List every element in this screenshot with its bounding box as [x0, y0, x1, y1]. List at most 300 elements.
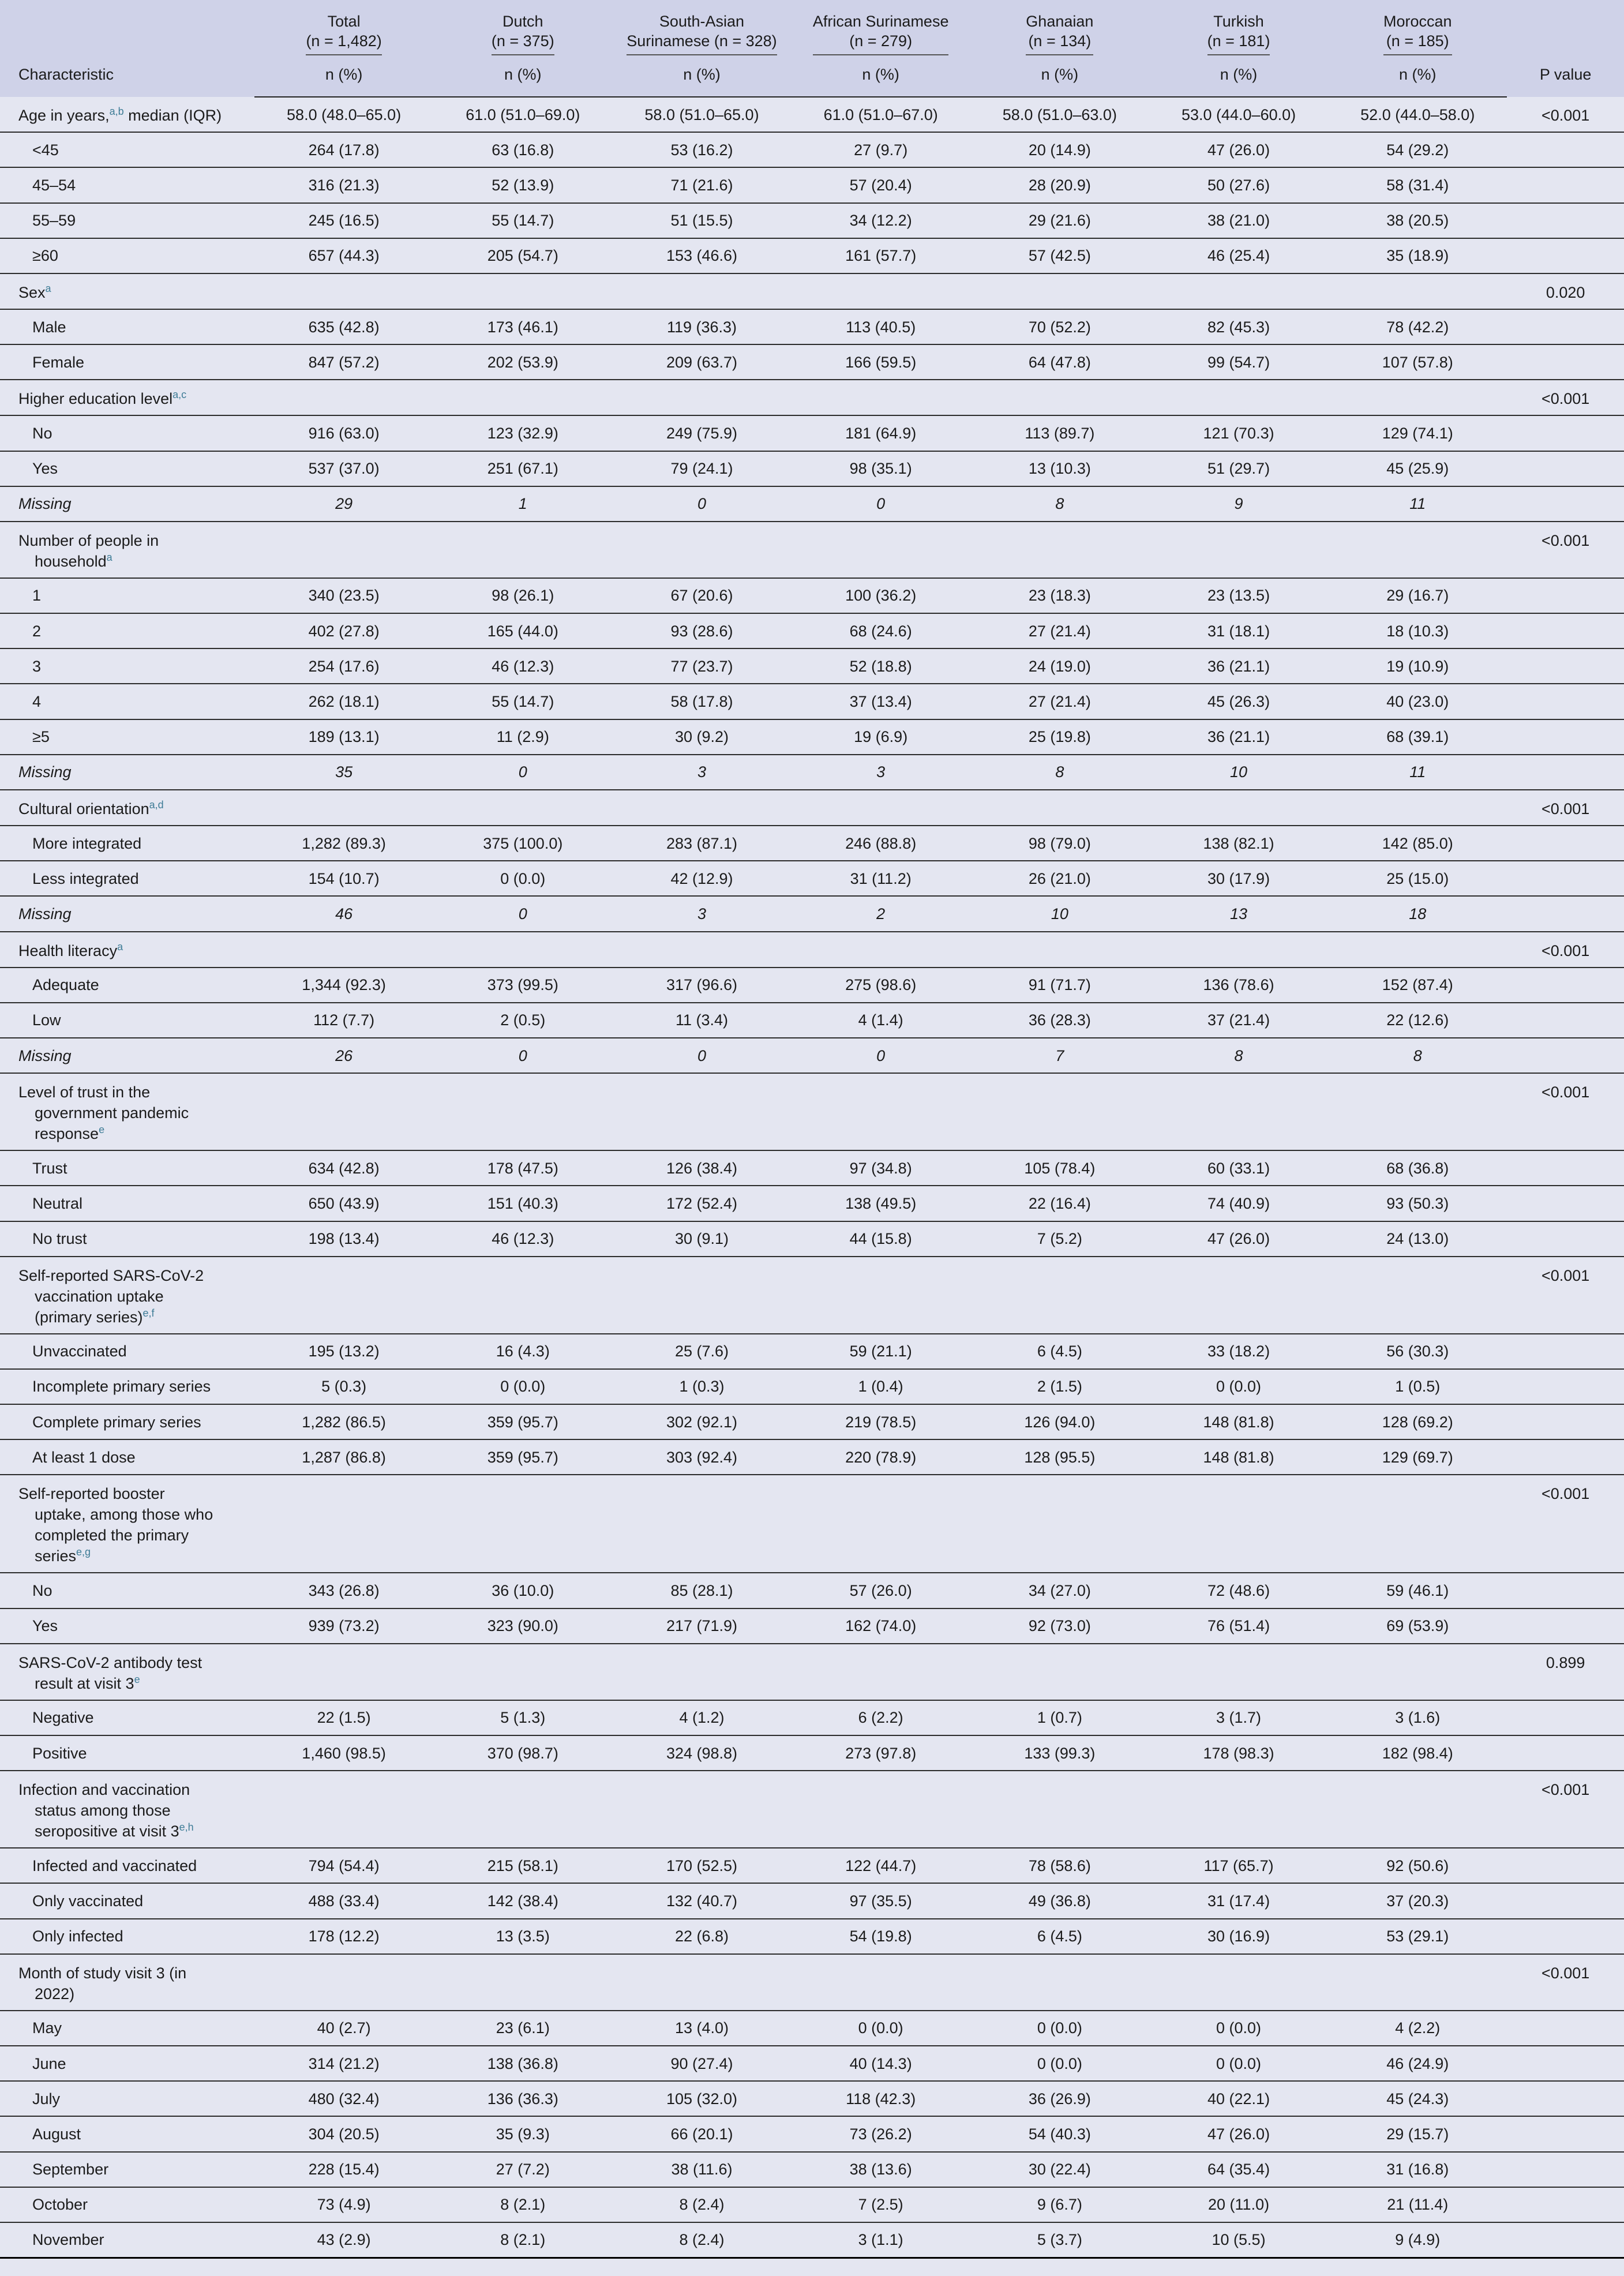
group-name: Turkish: [1213, 13, 1264, 30]
table-row: [0, 1439, 1624, 1475]
data-cell: 72 (48.6): [1149, 1573, 1328, 1608]
category-row: [0, 932, 1624, 968]
data-cell: 10: [1149, 755, 1328, 790]
data-cell: [970, 522, 1149, 578]
data-cell: 6 (4.5): [970, 1334, 1149, 1369]
table-row: [0, 2046, 1624, 2081]
n-pct-header: [792, 55, 970, 97]
data-cell: 52 (18.8): [792, 648, 970, 684]
data-cell: 23 (13.5): [1149, 578, 1328, 613]
p-value-cell: <0.001: [1507, 1257, 1624, 1334]
data-cell: 57 (42.5): [970, 238, 1149, 273]
n-pct-label: n (%): [1041, 66, 1079, 83]
row-label-text: Infection and vaccination: [18, 1781, 190, 1799]
p-value-cell: [1507, 1186, 1624, 1221]
data-cell: 220 (78.9): [792, 1439, 970, 1475]
row-label: [0, 2116, 254, 2151]
data-cell: 6 (2.2): [792, 1700, 970, 1735]
data-cell: 0 (0.0): [970, 2046, 1149, 2081]
data-cell: 370 (98.7): [433, 1735, 612, 1771]
data-cell: 24 (13.0): [1328, 1221, 1507, 1257]
data-cell: 302 (92.1): [612, 1404, 791, 1439]
data-cell: 11 (3.4): [612, 1003, 791, 1038]
n-pct-label: n (%): [862, 66, 899, 83]
data-cell: 27 (7.2): [433, 2152, 612, 2187]
data-cell: 181 (64.9): [792, 415, 970, 451]
p-value-cell: [1507, 486, 1624, 522]
group-name: South-Asian: [659, 13, 745, 30]
data-cell: [433, 1073, 612, 1150]
data-cell: [970, 1475, 1149, 1573]
data-cell: 4 (1.2): [612, 1700, 791, 1735]
data-cell: 10 (5.5): [1149, 2222, 1328, 2258]
data-cell: 34 (12.2): [792, 203, 970, 238]
row-label-continuation: seropositive at visit 3: [35, 1823, 179, 1840]
data-cell: 323 (90.0): [433, 1608, 612, 1644]
data-cell: 97 (34.8): [792, 1150, 970, 1186]
data-cell: 635 (42.8): [254, 309, 433, 344]
data-cell: 9 (6.7): [970, 2187, 1149, 2222]
data-cell: 25 (19.8): [970, 719, 1149, 755]
row-label-text: More integrated: [32, 834, 142, 852]
data-cell: [1328, 932, 1507, 968]
data-cell: 8 (2.4): [612, 2222, 791, 2258]
data-cell: 254 (17.6): [254, 648, 433, 684]
data-cell: 31 (16.8): [1328, 2152, 1507, 2187]
data-cell: 69 (53.9): [1328, 1608, 1507, 1644]
p-value-cell: <0.001: [1507, 522, 1624, 578]
data-cell: 8: [970, 755, 1149, 790]
data-cell: 36 (21.1): [1149, 719, 1328, 755]
data-cell: 3: [792, 755, 970, 790]
data-cell: 249 (75.9): [612, 415, 791, 451]
data-cell: 46 (25.4): [1149, 238, 1328, 273]
data-cell: [433, 932, 612, 968]
data-cell: 170 (52.5): [612, 1848, 791, 1883]
data-cell: 148 (81.8): [1149, 1404, 1328, 1439]
row-label: [0, 1475, 254, 1573]
data-cell: [433, 1257, 612, 1334]
row-label: [0, 1954, 254, 2011]
row-label: [0, 719, 254, 755]
row-label-text-after: median (IQR): [123, 107, 222, 124]
data-cell: 8 (2.4): [612, 2187, 791, 2222]
data-cell: [433, 273, 612, 309]
data-cell: 29: [254, 486, 433, 522]
data-cell: 43 (2.9): [254, 2222, 433, 2258]
data-cell: [612, 380, 791, 415]
row-label: [0, 415, 254, 451]
row-label-text: Less integrated: [32, 869, 139, 887]
row-label-text: Missing: [18, 1047, 72, 1064]
data-cell: 105 (78.4): [970, 1150, 1149, 1186]
row-label-line: [18, 1821, 250, 1842]
table-row: [0, 1150, 1624, 1186]
data-cell: 37 (21.4): [1149, 1003, 1328, 1038]
data-cell: 91 (71.7): [970, 968, 1149, 1003]
table-row: [0, 1038, 1624, 1073]
table-row: [0, 2152, 1624, 2187]
row-label-text: Missing: [18, 905, 72, 923]
data-cell: 36 (26.9): [970, 2081, 1149, 2116]
row-label-text: SARS-CoV-2 antibody test: [18, 1653, 202, 1671]
group-name: Moroccan: [1383, 13, 1452, 30]
data-cell: 142 (85.0): [1328, 826, 1507, 861]
group-header: [1328, 0, 1507, 55]
data-cell: 314 (21.2): [254, 2046, 433, 2081]
row-label-text: September: [32, 2161, 109, 2178]
p-value-cell: 0.020: [1507, 273, 1624, 309]
data-cell: 7: [970, 1038, 1149, 1073]
footnote-marker: e: [99, 1124, 105, 1136]
row-label: [0, 2187, 254, 2222]
data-cell: 68 (36.8): [1328, 1150, 1507, 1186]
data-cell: 13 (10.3): [970, 451, 1149, 486]
data-cell: 38 (21.0): [1149, 203, 1328, 238]
group-name: Total: [327, 13, 361, 30]
data-cell: [612, 1073, 791, 1150]
table-row: [0, 648, 1624, 684]
data-cell: 74 (40.9): [1149, 1186, 1328, 1221]
row-label-text: Trust: [32, 1159, 67, 1177]
n-pct-header: [254, 55, 433, 97]
p-value-cell: [1507, 1221, 1624, 1257]
group-name: Dutch: [502, 13, 543, 30]
data-cell: 6 (4.5): [970, 1919, 1149, 1954]
row-label-text: May: [32, 2019, 62, 2037]
data-cell: 63 (16.8): [433, 132, 612, 167]
data-cell: 0: [612, 486, 791, 522]
row-label: [0, 2046, 254, 2081]
data-cell: 142 (38.4): [433, 1883, 612, 1918]
data-cell: [970, 932, 1149, 968]
p-value-label: P value: [1539, 66, 1592, 83]
data-cell: 82 (45.3): [1149, 309, 1328, 344]
data-cell: [612, 1771, 791, 1848]
data-cell: 3 (1.1): [792, 2222, 970, 2258]
table-row: [0, 1221, 1624, 1257]
row-label-line: [18, 551, 250, 572]
data-cell: 7 (2.5): [792, 2187, 970, 2222]
data-cell: 85 (28.1): [612, 1573, 791, 1608]
row-label: [0, 968, 254, 1003]
characteristic-header: Characteristic: [18, 66, 114, 83]
data-cell: [254, 522, 433, 578]
row-label-text: Only vaccinated: [32, 1892, 144, 1910]
data-cell: 42 (12.9): [612, 861, 791, 896]
data-cell: [254, 1257, 433, 1334]
data-cell: [792, 1771, 970, 1848]
row-label-line: [18, 1546, 250, 1566]
data-cell: 98 (26.1): [433, 578, 612, 613]
data-cell: [970, 380, 1149, 415]
n-pct-label: n (%): [325, 66, 363, 83]
table-row: [0, 1003, 1624, 1038]
data-cell: 375 (100.0): [433, 826, 612, 861]
p-value-cell: [1507, 613, 1624, 648]
data-cell: 45 (24.3): [1328, 2081, 1507, 2116]
p-value-cell: <0.001: [1507, 1954, 1624, 2011]
data-cell: 317 (96.6): [612, 968, 791, 1003]
p-value-cell: <0.001: [1507, 1475, 1624, 1573]
data-cell: 324 (98.8): [612, 1735, 791, 1771]
data-cell: 8: [970, 486, 1149, 522]
row-label-text: Sex: [18, 283, 46, 301]
data-cell: 20 (11.0): [1149, 2187, 1328, 2222]
data-cell: 303 (92.4): [612, 1439, 791, 1475]
data-cell: 30 (22.4): [970, 2152, 1149, 2187]
n-pct-header: [1149, 55, 1328, 97]
data-cell: 67 (20.6): [612, 578, 791, 613]
data-cell: 657 (44.3): [254, 238, 433, 273]
data-cell: 113 (40.5): [792, 309, 970, 344]
data-cell: 113 (89.7): [970, 415, 1149, 451]
data-cell: 92 (50.6): [1328, 1848, 1507, 1883]
row-label: [0, 1404, 254, 1439]
data-cell: 61.0 (51.0–69.0): [433, 97, 612, 132]
group-name: African Surinamese: [812, 13, 949, 30]
data-cell: 53 (16.2): [612, 132, 791, 167]
data-cell: 1,287 (86.8): [254, 1439, 433, 1475]
n-pct-header: [433, 55, 612, 97]
data-cell: 53 (29.1): [1328, 1919, 1507, 1954]
p-value-cell: [1507, 861, 1624, 896]
p-value-cell: [1507, 1700, 1624, 1735]
category-row: [0, 790, 1624, 826]
row-label: [0, 1735, 254, 1771]
data-cell: 205 (54.7): [433, 238, 612, 273]
row-label-text: Cultural orientation: [18, 800, 149, 818]
data-cell: 92 (73.0): [970, 1608, 1149, 1644]
data-cell: 118 (42.3): [792, 2081, 970, 2116]
row-label-text: Complete primary series: [32, 1413, 201, 1431]
data-cell: [792, 380, 970, 415]
data-cell: 49 (36.8): [970, 1883, 1149, 1918]
data-cell: 189 (13.1): [254, 719, 433, 755]
data-cell: 132 (40.7): [612, 1883, 791, 1918]
data-cell: 0 (0.0): [1149, 1369, 1328, 1404]
row-label: [0, 1221, 254, 1257]
data-cell: 28 (20.9): [970, 167, 1149, 203]
data-cell: 153 (46.6): [612, 238, 791, 273]
data-cell: 1: [433, 486, 612, 522]
row-label-continuation: government pandemic: [35, 1104, 189, 1122]
table-row: [0, 415, 1624, 451]
table-row: [0, 1735, 1624, 1771]
data-cell: 0 (0.0): [1149, 2011, 1328, 2046]
data-cell: 22 (16.4): [970, 1186, 1149, 1221]
row-label: [0, 97, 254, 132]
data-cell: 13 (3.5): [433, 1919, 612, 1954]
data-cell: 794 (54.4): [254, 1848, 433, 1883]
table-row: [0, 968, 1624, 1003]
data-cell: 11: [1328, 755, 1507, 790]
data-cell: 3 (1.7): [1149, 1700, 1328, 1735]
data-cell: 112 (7.7): [254, 1003, 433, 1038]
group-n-label: (n = 375): [491, 32, 554, 50]
footnote-marker: e,g: [76, 1546, 91, 1558]
category-row: [0, 1954, 1624, 2011]
data-cell: 0 (0.0): [433, 1369, 612, 1404]
data-cell: 68 (39.1): [1328, 719, 1507, 755]
p-value-cell: [1507, 968, 1624, 1003]
data-cell: 0 (0.0): [433, 861, 612, 896]
data-cell: 27 (21.4): [970, 684, 1149, 719]
table-row: [0, 684, 1624, 719]
data-cell: 0: [433, 1038, 612, 1073]
data-cell: 634 (42.8): [254, 1150, 433, 1186]
data-cell: 59 (21.1): [792, 1334, 970, 1369]
data-cell: 0: [433, 755, 612, 790]
data-cell: [1149, 273, 1328, 309]
data-cell: 18 (10.3): [1328, 613, 1507, 648]
row-label-continuation: uptake, among those who: [35, 1506, 213, 1524]
data-cell: 228 (15.4): [254, 2152, 433, 2187]
row-label: [0, 1038, 254, 1073]
data-cell: 29 (16.7): [1328, 578, 1507, 613]
data-cell: 52 (13.9): [433, 167, 612, 203]
data-cell: 537 (37.0): [254, 451, 433, 486]
data-cell: 148 (81.8): [1149, 1439, 1328, 1475]
p-value-cell: 0.899: [1507, 1644, 1624, 1700]
data-cell: [612, 522, 791, 578]
p-value-cell: [1507, 2222, 1624, 2258]
data-cell: 25 (15.0): [1328, 861, 1507, 896]
footnote-marker: a,c: [172, 389, 187, 401]
table-row: [0, 451, 1624, 486]
category-row: [0, 380, 1624, 415]
p-value-cell: [1507, 719, 1624, 755]
data-cell: [254, 1644, 433, 1700]
p-value-cell: <0.001: [1507, 790, 1624, 826]
row-label-text: Low: [32, 1011, 61, 1029]
p-value-cell: <0.001: [1507, 932, 1624, 968]
row-label-text: November: [32, 2231, 104, 2249]
row-label-continuation: result at visit 3: [35, 1674, 134, 1692]
row-label: [0, 1771, 254, 1848]
table-body: [0, 97, 1624, 2258]
data-cell: 0 (0.0): [792, 2011, 970, 2046]
row-label-text: ≥5: [32, 728, 50, 746]
data-cell: 27 (9.7): [792, 132, 970, 167]
row-label-text: Yes: [32, 460, 58, 478]
data-cell: 105 (32.0): [612, 2081, 791, 2116]
group-name: Ghanaian: [1026, 13, 1094, 30]
data-cell: 219 (78.5): [792, 1404, 970, 1439]
data-cell: 202 (53.9): [433, 344, 612, 380]
row-label-line: [18, 1307, 250, 1328]
row-label-continuation: household: [35, 552, 107, 570]
table-row: [0, 1334, 1624, 1369]
data-cell: 66 (20.1): [612, 2116, 791, 2151]
data-cell: 138 (36.8): [433, 2046, 612, 2081]
data-cell: 47 (26.0): [1149, 1221, 1328, 1257]
table-row: [0, 1369, 1624, 1404]
data-cell: 9 (4.9): [1328, 2222, 1507, 2258]
data-cell: 55 (14.7): [433, 684, 612, 719]
data-cell: [1328, 380, 1507, 415]
table-row: [0, 826, 1624, 861]
p-value-cell: [1507, 1883, 1624, 1918]
data-cell: [254, 1771, 433, 1848]
data-cell: 93 (50.3): [1328, 1186, 1507, 1221]
row-label-text: Neutral: [32, 1194, 83, 1212]
table-row: [0, 2011, 1624, 2046]
table-row: [0, 344, 1624, 380]
table-row: [0, 896, 1624, 931]
category-row: [0, 1475, 1624, 1573]
row-label: [0, 451, 254, 486]
row-label: [0, 932, 254, 968]
data-cell: 262 (18.1): [254, 684, 433, 719]
data-cell: 26 (21.0): [970, 861, 1149, 896]
row-label-text: Missing: [18, 763, 72, 781]
data-cell: 35 (18.9): [1328, 238, 1507, 273]
p-value-cell: [1507, 1919, 1624, 1954]
data-cell: 2 (1.5): [970, 1369, 1149, 1404]
p-value-cell: [1507, 648, 1624, 684]
data-cell: 57 (26.0): [792, 1573, 970, 1608]
data-cell: [1328, 522, 1507, 578]
data-cell: 33 (18.2): [1149, 1334, 1328, 1369]
row-label: [0, 380, 254, 415]
row-label: [0, 203, 254, 238]
group-header: [792, 0, 970, 55]
data-cell: [254, 380, 433, 415]
data-cell: 5 (0.3): [254, 1369, 433, 1404]
group-n-label: (n = 1,482): [306, 32, 382, 50]
data-cell: [433, 790, 612, 826]
data-cell: 46 (24.9): [1328, 2046, 1507, 2081]
data-cell: 0 (0.0): [1149, 2046, 1328, 2081]
data-cell: 22 (12.6): [1328, 1003, 1507, 1038]
group-n-label: (n = 328): [714, 32, 777, 50]
data-cell: 161 (57.7): [792, 238, 970, 273]
row-label: [0, 1919, 254, 1954]
row-label-text: No: [32, 1582, 52, 1600]
data-cell: 198 (13.4): [254, 1221, 433, 1257]
data-cell: [792, 1644, 970, 1700]
row-label-text: October: [32, 2196, 88, 2214]
data-cell: 19 (6.9): [792, 719, 970, 755]
data-cell: 136 (36.3): [433, 2081, 612, 2116]
data-cell: [1328, 1954, 1507, 2011]
table-header: [0, 0, 1624, 97]
data-cell: 283 (87.1): [612, 826, 791, 861]
data-cell: 46 (12.3): [433, 1221, 612, 1257]
table-row: [0, 578, 1624, 613]
data-cell: 264 (17.8): [254, 132, 433, 167]
p-value-cell: [1507, 451, 1624, 486]
row-label-text: Incomplete primary series: [32, 1378, 211, 1396]
category-row: [0, 1771, 1624, 1848]
data-cell: 128 (69.2): [1328, 1404, 1507, 1439]
row-label-text: Missing: [18, 495, 72, 513]
data-cell: [970, 790, 1149, 826]
data-cell: 152 (87.4): [1328, 968, 1507, 1003]
data-cell: 100 (36.2): [792, 578, 970, 613]
data-cell: 245 (16.5): [254, 203, 433, 238]
row-label: [0, 238, 254, 273]
data-cell: 45 (25.9): [1328, 451, 1507, 486]
row-label: [0, 684, 254, 719]
data-cell: 27 (21.4): [970, 613, 1149, 648]
table-row: [0, 1848, 1624, 1883]
table-row: [0, 486, 1624, 522]
data-cell: 847 (57.2): [254, 344, 433, 380]
category-row: [0, 1073, 1624, 1150]
data-cell: 47 (26.0): [1149, 2116, 1328, 2151]
